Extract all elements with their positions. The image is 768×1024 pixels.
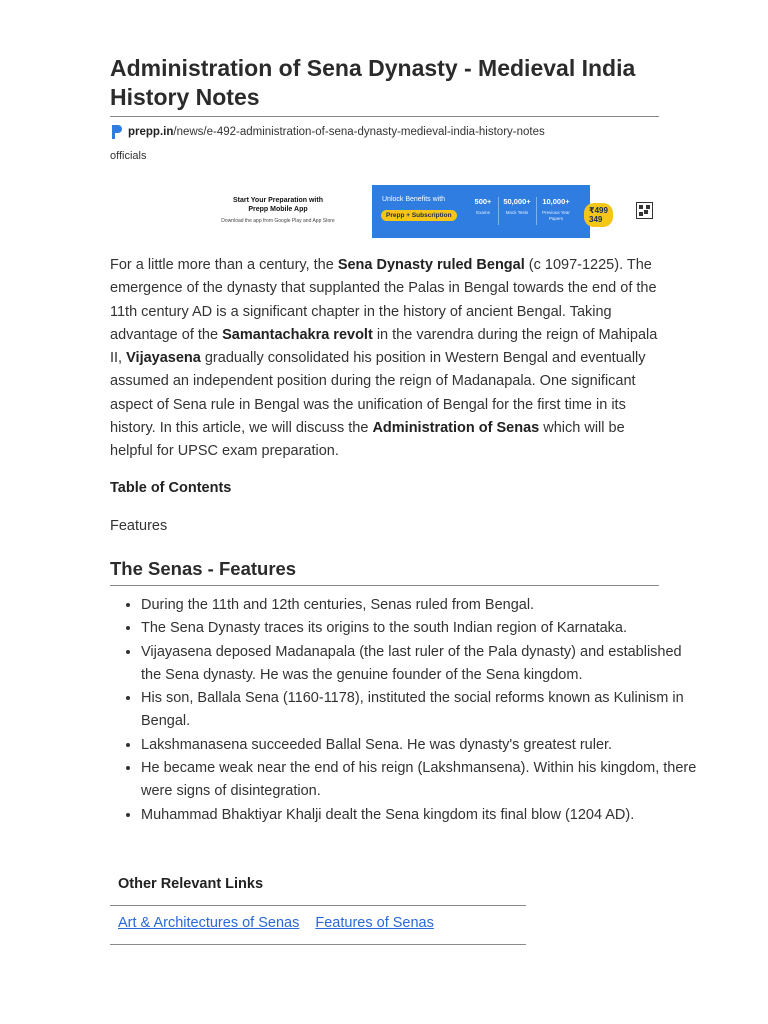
page-title: Administration of Sena Dynasty - Medieval India History Notes xyxy=(110,54,659,117)
list-item: • Vijayasena deposed Madanapala (the last ruler of the Pala dynasty) and established the Sena dynasty. He was the genuine founder of the Sena kingdom. xyxy=(141,641,701,688)
section-heading: The Senas - Features xyxy=(110,557,659,586)
link-features-of-senas[interactable]: Features of Senas xyxy=(315,915,434,931)
banner-unlock: Unlock Benefits with xyxy=(382,196,446,203)
bold-administration: Administration of Senas xyxy=(372,420,540,437)
list-item: • Muhammad Bhaktiyar Khalji dealt the Sena kingdom its final blow (1204 AD). xyxy=(141,804,701,827)
bold-vijayasena: Vijayasena xyxy=(126,350,201,367)
banner-download-text: Download the app from Google Play and App Store xyxy=(221,218,335,224)
link-art-architectures[interactable]: Art & Architectures of Senas xyxy=(118,915,300,931)
banner-stat-mocks: 50,000+ Mock Tests xyxy=(503,197,531,215)
related-links xyxy=(118,915,446,931)
list-item: • During the 11th and 12th centuries, Senas ruled from Bengal. xyxy=(141,594,701,617)
banner-stat-exams: 500+ Exams xyxy=(474,197,492,215)
list-item: • He became weak near the end of his reign (Lakshmansena). Within his kingdom, there were signs of disintegration. xyxy=(141,757,701,804)
banner-right xyxy=(372,185,608,238)
source-url[interactable] xyxy=(110,123,545,141)
prepp-app-banner[interactable] xyxy=(184,185,608,238)
banner-price-badge: ₹499 349 xyxy=(584,203,613,227)
list-item: • Lakshmanasena succeeded Ballal Sena. He was dynasty's greatest ruler. xyxy=(141,734,701,757)
prepp-logo-icon xyxy=(110,124,122,140)
divider xyxy=(110,905,526,906)
source-domain: prepp.in xyxy=(128,126,174,138)
bold-sena-dynasty: Sena Dynasty ruled Bengal xyxy=(337,257,525,273)
banner-start-line1: Start Your Preparation with xyxy=(233,197,323,204)
qr-code-icon xyxy=(636,202,653,219)
divider xyxy=(110,944,526,945)
officials-label: officials xyxy=(110,150,147,162)
list-item: • The Sena Dynasty traces its origins to the south Indian region of Karnataka. xyxy=(141,617,701,640)
banner-subscription-button[interactable]: Prepp + Subscription xyxy=(381,210,457,221)
toc-title: Table of Contents xyxy=(110,480,232,496)
banner-stat-papers: 10,000+ Previous Year Papers xyxy=(542,197,570,221)
intro-paragraph: For a little more than a century, the Sena Dynasty ruled Bengal (c 1097-1225). The emergence of the dynasty that supplanted the Palas in Bengal towards the end of the 11th century AD is a significant chapter in the history of ancient Bengal. Taking advantage of the Samantachakra revolt in the varendra during the reign of Mahipala II, Vijayasena gradually consolidated his position in Western Bengal and eventually assumed an independent position during the reign of Madanapala. One significant aspect of Sena rule in Bengal was the unification of Bengal for the first time in its history. In this article, we will discuss the Administration of Senas which will be helpful for UPSC exam preparation. xyxy=(110,257,658,460)
source-path: /news/e-492-administration-of-sena-dynasty-medieval-india-history-notes xyxy=(173,126,545,138)
related-links-title: Other Relevant Links xyxy=(118,876,264,892)
list-item: • His son, Ballala Sena (1160-1178), instituted the social reforms known as Kulinism in Bengal. xyxy=(141,687,701,734)
banner-left xyxy=(184,185,372,238)
banner-separator xyxy=(536,197,537,225)
features-list xyxy=(110,594,701,827)
bold-samantachakra: Samantachakra revolt xyxy=(222,326,373,343)
toc-item-features[interactable]: Features xyxy=(110,518,168,534)
banner-separator xyxy=(498,197,499,225)
banner-start-line2: Prepp Mobile App xyxy=(248,206,308,213)
